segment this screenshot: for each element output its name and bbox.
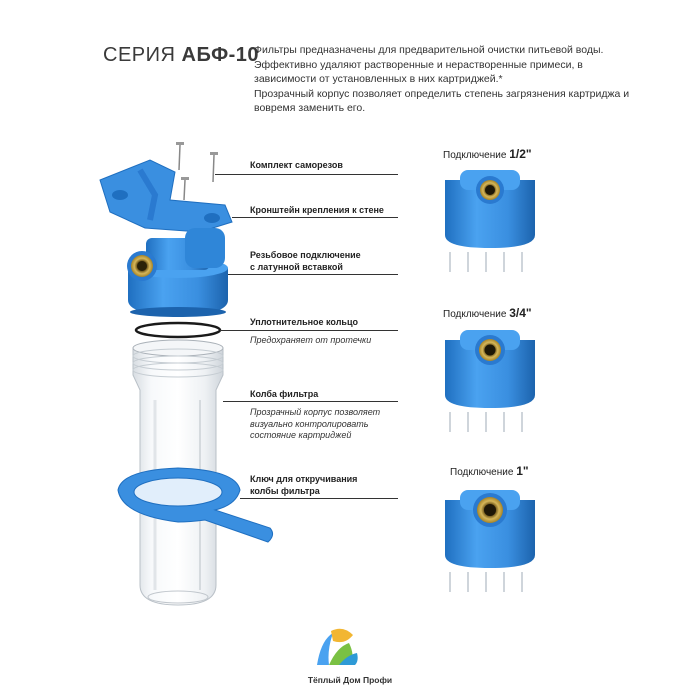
connection-label-half	[443, 147, 532, 161]
connection-thumb-half	[445, 170, 535, 272]
callout-screws-label: Комплект саморезов	[250, 160, 343, 170]
wall-bracket	[100, 160, 232, 232]
leader-flask	[223, 401, 398, 402]
connection-label-one-inch-text: Подключение	[450, 467, 514, 478]
screw-2	[210, 152, 218, 182]
callout-flask-sub-1: Прозрачный корпус позволяет	[250, 407, 381, 417]
screw-3	[181, 177, 189, 200]
connection-thumb-one-inch	[445, 490, 535, 592]
filter-head	[127, 228, 228, 317]
connection-label-three-quarter-text: Подключение	[443, 309, 507, 320]
callout-wrench-label-2: колбы фильтра	[250, 485, 320, 496]
leader-screws-ext	[215, 174, 250, 175]
callout-thread	[250, 250, 361, 273]
callout-flask	[250, 389, 318, 401]
brand-logo-icon	[317, 629, 358, 665]
o-ring	[136, 323, 220, 337]
callout-screws	[250, 160, 343, 172]
connection-size-half: 1/2"	[509, 147, 532, 161]
description-paragraph-2: Прозрачный корпус позволяет определить степень загрязнения картриджа и вовремя заменить его.	[254, 87, 630, 114]
leader-bracket	[232, 217, 398, 218]
callout-thread-label-2: с латунной вставкой	[250, 261, 343, 272]
callout-oring-sub-text: Предохраняет от протечки	[250, 335, 372, 345]
brand-name: Тёплый Дом Профи	[307, 675, 393, 685]
connection-label-one-inch	[450, 464, 529, 478]
callout-oring-sub	[250, 335, 371, 347]
callout-oring	[250, 317, 358, 329]
callout-bracket	[250, 205, 384, 217]
connection-size-one-inch: 1"	[516, 464, 529, 478]
callout-flask-sub	[250, 407, 380, 442]
leader-thread	[228, 274, 398, 275]
series-prefix: СЕРИЯ	[103, 44, 176, 66]
series-model: АБФ-10	[181, 44, 260, 66]
callout-bracket-label: Кронштейн крепления к стене	[250, 205, 384, 215]
callout-wrench	[250, 474, 357, 497]
callout-oring-label: Уплотнительное кольцо	[250, 317, 358, 327]
callout-wrench-label: Ключ для откручивания	[250, 474, 358, 484]
leader-wrench	[240, 498, 398, 499]
callout-flask-sub-2: визуально контролировать	[250, 418, 369, 429]
connection-thumb-three-quarter	[445, 330, 535, 432]
connection-label-half-text: Подключение	[443, 150, 507, 161]
connection-label-three-quarter	[443, 306, 532, 320]
leader-oring	[220, 330, 398, 331]
callout-flask-label: Колба фильтра	[250, 389, 319, 399]
callout-flask-sub-3: состояние картриджей	[250, 430, 352, 440]
callout-thread-label: Резьбовое подключение	[250, 250, 361, 260]
leader-screws	[250, 174, 398, 175]
description-paragraph-1: Фильтры предназначены для предварительной очистки питьевой воды. Эффективно удаляют растворенные и нерастворенные примеси, в зависимости от установленных в них картриджей.*	[254, 44, 604, 85]
connection-size-three-quarter: 3/4"	[509, 306, 532, 320]
screw-1	[176, 142, 184, 170]
